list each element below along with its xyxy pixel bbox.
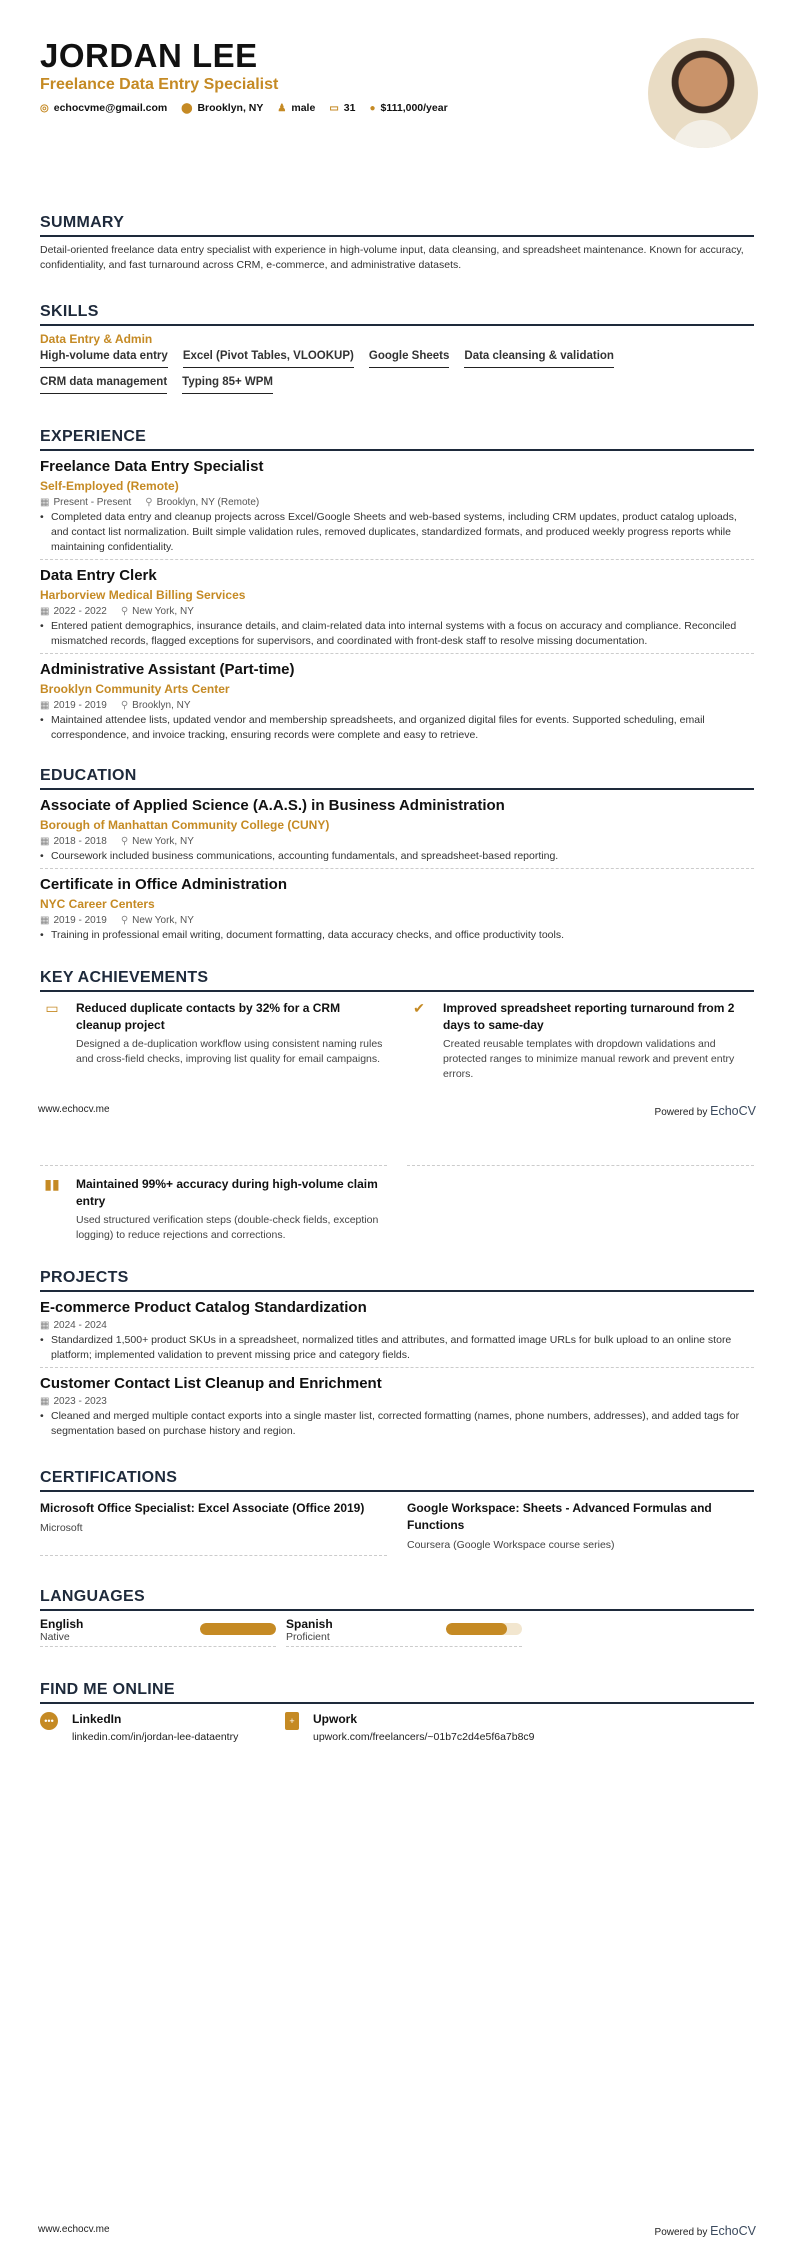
- brand-logo: EchoCV: [710, 2224, 756, 2238]
- proficiency-bar: [200, 1623, 276, 1635]
- bullet: • Cleaned and merged multiple contact exports into a single master list, corrected formatting (names, phone numbers, addresses), and added tags for segmentation based on purchase history and region.: [40, 1409, 754, 1439]
- company: Brooklyn Community Arts Center: [40, 682, 230, 696]
- contact-email[interactable]: ◎ echocvme@gmail.com: [40, 102, 168, 114]
- location: Brooklyn, NY: [132, 700, 191, 711]
- language-item: Spanish Proficient: [286, 1617, 522, 1647]
- experience-item: [40, 660, 754, 747]
- achievement-item: ▭ Reduced duplicate contacts by 32% for a CRM cleanup project Designed a de-duplication workflow using consistent naming rules and cross-field checks, improving list quality for email campaigns.: [40, 1000, 387, 1082]
- project-title: Customer Contact List Cleanup and Enrichment: [40, 1375, 382, 1392]
- dollar-icon: ●: [369, 103, 376, 114]
- languages-section: [40, 1588, 754, 1647]
- page-footer: [38, 2224, 756, 2238]
- degree: Associate of Applied Science (A.A.S.) in Business Administration: [40, 797, 505, 814]
- section-heading: CERTIFICATIONS: [40, 1469, 754, 1492]
- location: Brooklyn, NY (Remote): [156, 497, 260, 508]
- education-item: [40, 796, 754, 869]
- contact-location: ⬤ Brooklyn, NY: [181, 102, 264, 114]
- link-upwork[interactable]: + Upwork upwork.com/freelancers/~01b7c2d4e5f6a7b8c9: [285, 1712, 685, 1743]
- bullet: • Standardized 1,500+ product SKUs in a spreadsheet, normalized titles and attributes, and formatted image URLs for bulk upload to an online store platform; implemented validation to prevent missing price and category fields.: [40, 1333, 754, 1363]
- achievement-item: ✔ Improved spreadsheet reporting turnaround from 2 days to same-day Created reusable templates with dropdown validations and protected ranges to minimize manual rework and prevent entry errors.: [407, 1000, 754, 1082]
- section-heading: SKILLS: [40, 303, 754, 326]
- job-title: Data Entry Clerk: [40, 567, 157, 584]
- dates: 2023 - 2023: [53, 1396, 107, 1407]
- contact-salary: ● $111,000/year: [369, 102, 448, 114]
- bullet: • Completed data entry and cleanup projects across Excel/Google Sheets and web-based systems, including CRM updates, product catalog uploads, and contact list normalization. Built simple validation rules, removed duplicates, standardized formats, and produced weekly progress reports while maintaining confidentiality.: [40, 510, 754, 555]
- location-icon: ⬤: [181, 103, 193, 114]
- check-circle-icon: ✔: [413, 1000, 425, 1016]
- footer-powered: Powered by EchoCV: [654, 1104, 756, 1118]
- school: NYC Career Centers: [40, 897, 155, 911]
- skill-tag: Data cleansing & validation: [464, 350, 614, 368]
- location-icon: ⚲: [120, 700, 129, 711]
- location-icon: ⚲: [145, 497, 153, 508]
- skill-category: Data Entry & Admin: [40, 332, 153, 346]
- language-item: English Native: [40, 1617, 276, 1647]
- brand-logo: EchoCV: [710, 1104, 756, 1118]
- battery-icon: ▭: [45, 1000, 59, 1016]
- company: Self-Employed (Remote): [40, 479, 179, 493]
- job-title: Freelance Data Entry Specialist: [40, 458, 264, 475]
- calendar-icon: ▦: [40, 1396, 50, 1407]
- resume-page-2: [40, 1165, 754, 1743]
- bullet: • Entered patient demographics, insurance details, and claim-related data into internal systems with a focus on accuracy and compliance. Reconciled mismatched records, flagged exceptions for supervisors, and coordinated with front-desk staff to resolve missing documentation.: [40, 619, 754, 649]
- contact-list: [40, 102, 754, 114]
- education-section: [40, 767, 754, 947]
- bullet: • Maintained attendee lists, updated vendor and membership spreadsheets, and organized digital files for events. Supported scheduling, email correspondence, and invoice tracking, ensuring records were complete and easy to retrieve.: [40, 713, 754, 743]
- dates: 2024 - 2024: [53, 1320, 107, 1331]
- section-heading: SUMMARY: [40, 214, 754, 237]
- header: [40, 38, 754, 168]
- dates: 2022 - 2022: [53, 606, 107, 617]
- footer-powered: Powered by EchoCV: [654, 2224, 756, 2238]
- project-item: [40, 1374, 754, 1443]
- project-title: E-commerce Product Catalog Standardization: [40, 1299, 367, 1316]
- calendar-icon: ▦: [40, 915, 50, 926]
- file-plus-icon: +: [285, 1712, 299, 1730]
- resume-page-1: [40, 38, 754, 1082]
- calendar-icon: ▦: [40, 1320, 50, 1331]
- section-heading: FIND ME ONLINE: [40, 1681, 754, 1704]
- calendar-icon: ▦: [40, 497, 50, 508]
- section-heading: EXPERIENCE: [40, 428, 754, 451]
- location: New York, NY: [132, 836, 194, 847]
- link-linkedin[interactable]: ••• LinkedIn linkedin.com/in/jordan-lee-dataentry: [40, 1712, 285, 1743]
- book-icon: ▮▮: [44, 1176, 60, 1192]
- skill-list: [40, 350, 754, 402]
- achievements-section: [40, 969, 754, 1082]
- projects-section: [40, 1269, 754, 1443]
- person-icon: ♟: [277, 103, 287, 114]
- skill-tag: CRM data management: [40, 376, 167, 394]
- profile-photo: [648, 38, 758, 148]
- dates: 2018 - 2018: [53, 836, 107, 847]
- calendar-icon: ▦: [40, 606, 50, 617]
- experience-item: [40, 457, 754, 560]
- job-title: Administrative Assistant (Part-time): [40, 661, 295, 678]
- location-icon: ⚲: [120, 836, 129, 847]
- page-footer: [38, 1104, 756, 1118]
- section-heading: LANGUAGES: [40, 1588, 754, 1611]
- skill-tag: Excel (Pivot Tables, VLOOKUP): [183, 350, 354, 368]
- candidate-title: Freelance Data Entry Specialist: [40, 76, 279, 93]
- bullet: • Coursework included business communications, accounting fundamentals, and spreadsheet-based reporting.: [40, 849, 754, 864]
- experience-item: [40, 566, 754, 654]
- experience-section: [40, 428, 754, 747]
- online-section: [40, 1681, 754, 1743]
- summary-text: Detail-oriented freelance data entry specialist with experience in high-volume input, data cleansing, and spreadsheet maintenance. Known for accuracy, confidentiality, and fast turnaround across CRM, e-commerce, and administrative datasets.: [40, 244, 744, 271]
- more-icon: •••: [40, 1712, 58, 1730]
- project-item: [40, 1298, 754, 1368]
- skill-tag: Google Sheets: [369, 350, 450, 368]
- location-icon: ⚲: [120, 915, 129, 926]
- calendar-icon: ▦: [40, 700, 50, 711]
- dates: 2019 - 2019: [53, 915, 107, 926]
- education-item: [40, 875, 754, 947]
- email-icon: ◎: [40, 103, 49, 114]
- calendar-icon: ▦: [40, 836, 50, 847]
- location: New York, NY: [132, 606, 194, 617]
- dates: 2019 - 2019: [53, 700, 107, 711]
- certification-item: Google Workspace: Sheets - Advanced Formulas and Functions Coursera (Google Workspace course series): [407, 1501, 712, 1551]
- footer-site-link[interactable]: www.echocv.me: [38, 1104, 110, 1115]
- location: New York, NY: [132, 915, 194, 926]
- skill-tag: Typing 85+ WPM: [182, 376, 273, 394]
- proficiency-bar: [446, 1623, 522, 1635]
- certification-item: Microsoft Office Specialist: Excel Associate (Office 2019) Microsoft: [40, 1500, 387, 1556]
- company: Harborview Medical Billing Services: [40, 588, 246, 602]
- contact-age: ▭ 31: [329, 102, 356, 114]
- calendar-icon: ▭: [329, 103, 339, 114]
- skill-tag: High-volume data entry: [40, 350, 168, 368]
- candidate-name: JORDAN LEE: [40, 37, 258, 74]
- contact-gender: ♟ male: [277, 102, 316, 114]
- section-heading: PROJECTS: [40, 1269, 754, 1292]
- school: Borough of Manhattan Community College (CUNY): [40, 818, 330, 832]
- section-heading: KEY ACHIEVEMENTS: [40, 969, 754, 992]
- degree: Certificate in Office Administration: [40, 876, 287, 893]
- location-icon: ⚲: [120, 606, 129, 617]
- footer-site-link[interactable]: www.echocv.me: [38, 2224, 110, 2235]
- bullet: • Training in professional email writing, document formatting, data accuracy checks, and office productivity tools.: [40, 928, 754, 943]
- summary-section: [40, 214, 754, 273]
- certifications-section: [40, 1469, 754, 1556]
- achievement-item: ▮▮ Maintained 99%+ accuracy during high-volume claim entry Used structured verification steps (double-check fields, exception logging) to reduce rejections and corrections.: [40, 1165, 387, 1243]
- skills-section: [40, 303, 754, 402]
- section-heading: EDUCATION: [40, 767, 754, 790]
- dates: Present - Present: [53, 497, 132, 508]
